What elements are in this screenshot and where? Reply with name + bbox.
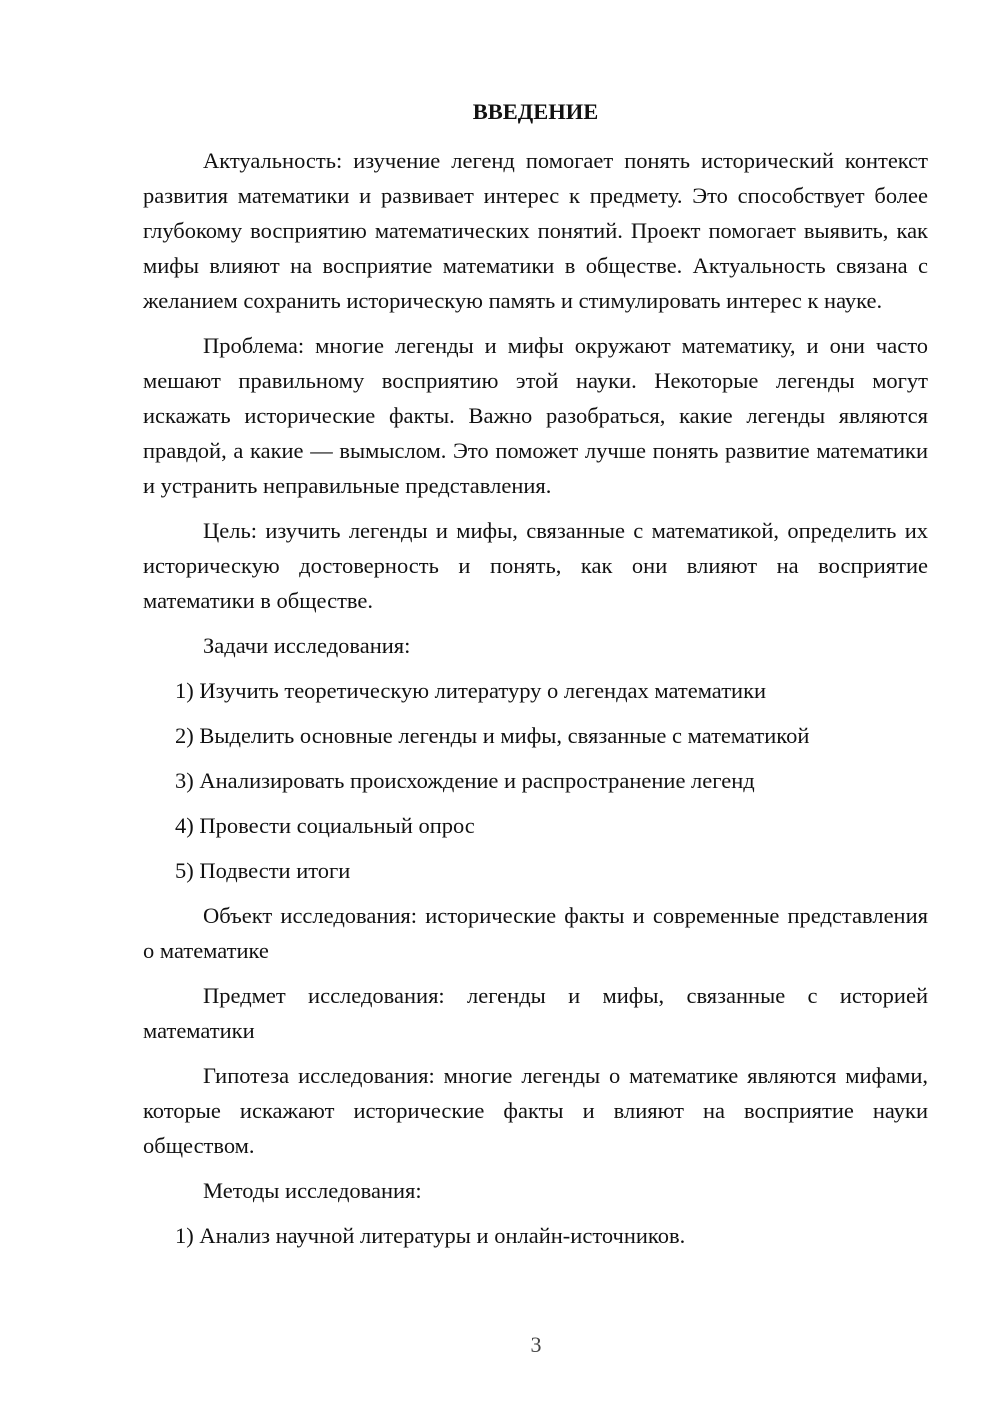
task-item: 3) Анализировать происхождение и распространение легенд xyxy=(175,768,755,793)
task-item: 1) Изучить теоретическую литературу о легендах математики xyxy=(175,678,767,703)
subject-paragraph: Предмет исследования: легенды и мифы, связанные с историей математики xyxy=(143,983,928,1043)
page-number: 3 xyxy=(530,1332,542,1357)
problem-paragraph: Проблема: многие легенды и мифы окружают математику, и они часто мешают правильному восприятию этой науки. Некоторые легенды могут искажать исторические факты. Важно разобраться, какие легенды являются правдой, а какие — вымыслом. Это поможет лучше понять развитие математики и устранить неправильные представления. xyxy=(143,333,928,498)
relevance-paragraph: Актуальность: изучение легенд помогает понять исторический контекст развития математики и развивает интерес к предмету. Это способствует более глубокому восприятию математических понятий. Проект помогает выявить, как мифы влияют на восприятие математики в обществе. Актуальность связана с желанием сохранить историческую память и стимулировать интерес к науке. xyxy=(143,148,928,313)
hypothesis-paragraph: Гипотеза исследования: многие легенды о математике являются мифами, которые искажают исторические факты и влияют на восприятие науки обществом. xyxy=(143,1063,928,1158)
task-item: 4) Провести социальный опрос xyxy=(175,813,475,838)
method-item: 1) Анализ научной литературы и онлайн-источников. xyxy=(175,1223,686,1248)
object-paragraph: Объект исследования: исторические факты и современные представления о математике xyxy=(143,903,928,963)
methods-heading: Методы исследования: xyxy=(203,1178,422,1203)
document-page xyxy=(143,94,928,1263)
task-item: 5) Подвести итоги xyxy=(175,858,351,883)
task-item: 2) Выделить основные легенды и мифы, связанные с математикой xyxy=(175,723,810,748)
goal-paragraph: Цель: изучить легенды и мифы, связанные с математикой, определить их историческую достоверность и понять, как они влияют на восприятие математики в обществе. xyxy=(143,518,928,613)
tasks-heading: Задачи исследования: xyxy=(203,633,411,658)
page-title: ВВЕДЕНИЕ xyxy=(472,99,599,124)
